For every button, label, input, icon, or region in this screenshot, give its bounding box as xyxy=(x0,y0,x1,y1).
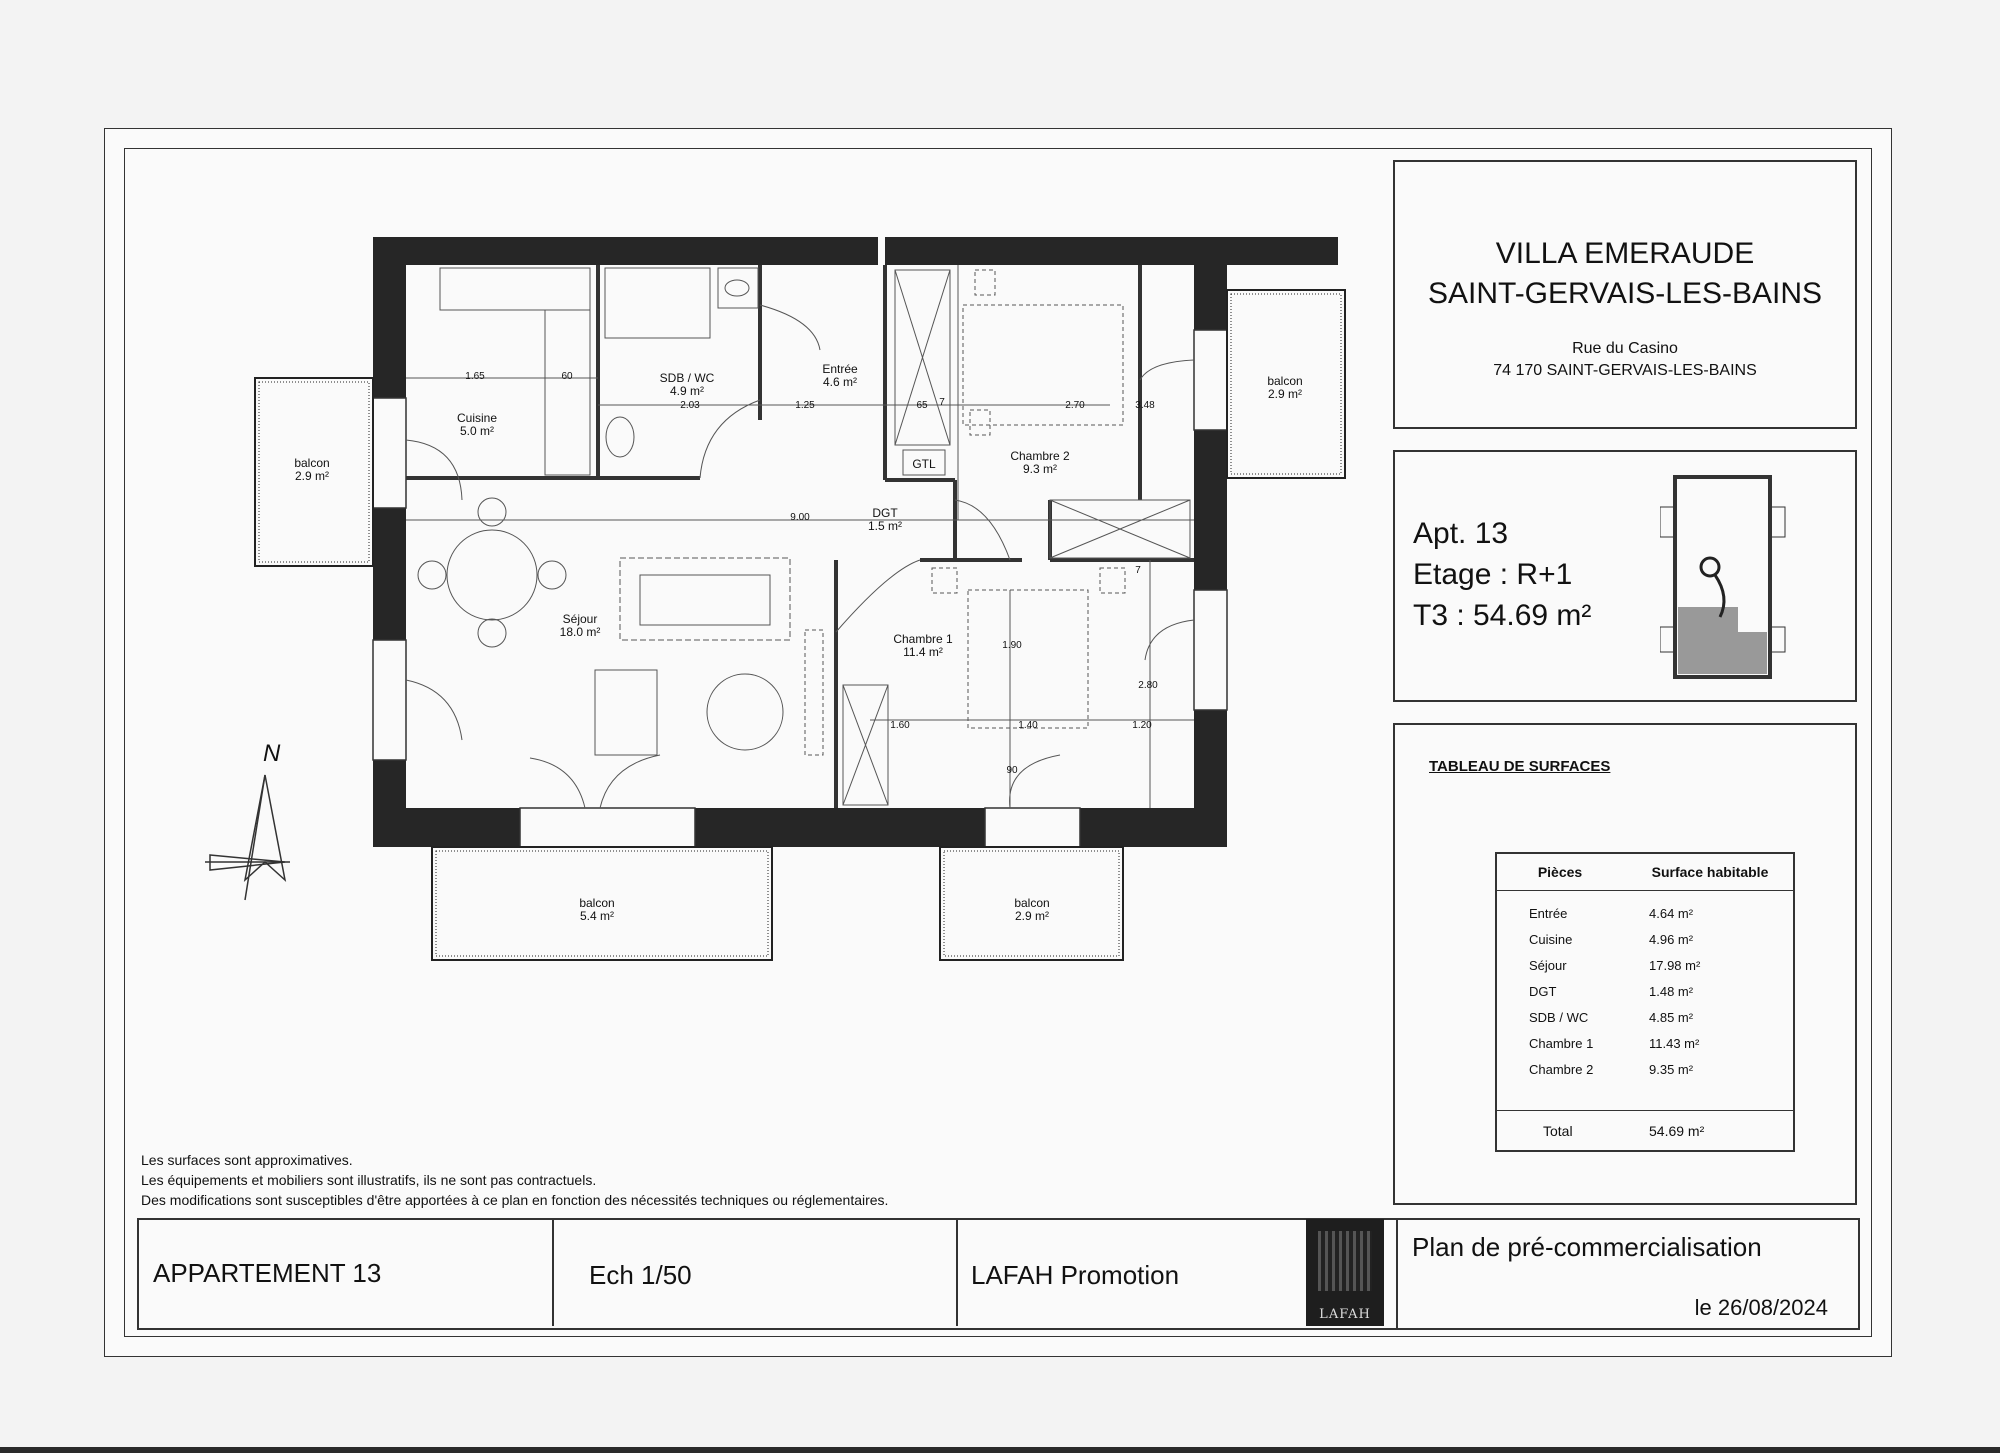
table-total-row xyxy=(1497,1110,1793,1149)
dimension-label: 1.65 xyxy=(465,371,485,382)
dimension-label: 2.03 xyxy=(680,400,700,411)
table-row xyxy=(1497,1010,1793,1036)
room-label-chambre1: Chambre 1 11.4 m² xyxy=(893,632,953,659)
plan-date: le 26/08/2024 xyxy=(1694,1295,1828,1320)
room-label-dgt: DGT 1.5 m² xyxy=(867,506,903,533)
room-label-sejour: Séjour 18.0 m² xyxy=(559,612,601,639)
footer-cell-scale xyxy=(554,1218,958,1326)
footer-scale: Ech 1/50 xyxy=(589,1260,692,1290)
note-line: Les équipements et mobiliers sont illustratifs, ils ne sont pas contractuels. xyxy=(141,1172,597,1188)
apt-floor: Etage : R+1 xyxy=(1413,558,1573,591)
room-label-sdb: SDB / WC 4.9 m² xyxy=(659,371,715,398)
dimension-label: 65 xyxy=(916,400,928,411)
footer-promoter: LAFAH Promotion xyxy=(971,1260,1180,1290)
project-title-box xyxy=(1393,160,1857,429)
row-area: 1.48 m² xyxy=(1649,984,1694,999)
footer-plan-box xyxy=(1396,1218,1860,1330)
col-header-room: Pièces xyxy=(1537,864,1583,880)
lafah-logo xyxy=(1306,1219,1384,1326)
row-area: 9.35 m² xyxy=(1649,1062,1694,1077)
plan-details xyxy=(406,265,1194,808)
key-plan-icon xyxy=(1660,467,1790,692)
project-postal: 74 170 SAINT-GERVAIS-LES-BAINS xyxy=(1493,362,1757,379)
disclaimer-notes xyxy=(141,1150,888,1210)
dimension-label: 9.00 xyxy=(790,512,810,523)
north-arrow-icon xyxy=(205,775,290,900)
row-area: 17.98 m² xyxy=(1649,958,1701,973)
north-label: N xyxy=(263,740,281,767)
logo-text: LAFAH xyxy=(1319,1307,1371,1322)
row-area: 11.43 m² xyxy=(1649,1036,1700,1051)
interior-walls xyxy=(406,265,1194,808)
dimension-label: 60 xyxy=(561,371,573,382)
dimension-label: 1.40 xyxy=(1018,720,1038,731)
row-room: DGT xyxy=(1529,984,1557,999)
dimension-label: 7 xyxy=(1135,565,1141,576)
dimension-label: 7 xyxy=(939,397,945,408)
room-label-entree: Entrée 4.6 m² xyxy=(822,362,858,389)
balcony-label-east: balcon 2.9 m² xyxy=(1267,374,1303,401)
table-row xyxy=(1497,932,1793,958)
table-header xyxy=(1497,854,1793,891)
table-row xyxy=(1497,958,1793,984)
balcony-label-west: balcon 2.9 m² xyxy=(294,456,330,483)
row-area: 4.96 m² xyxy=(1649,932,1694,947)
dimension-label: 1.90 xyxy=(1002,640,1022,651)
exterior-walls xyxy=(373,237,1338,847)
footer-apartment: APPARTEMENT 13 xyxy=(153,1258,382,1288)
col-header-area: Surface habitable xyxy=(1651,864,1769,880)
row-room: Séjour xyxy=(1529,958,1567,973)
dimension-label: 3.48 xyxy=(1135,400,1155,411)
scan-edge xyxy=(0,1447,2000,1453)
project-city: SAINT-GERVAIS-LES-BAINS xyxy=(1428,277,1822,310)
total-label: Total xyxy=(1543,1123,1573,1139)
table-row xyxy=(1497,984,1793,1010)
row-area: 4.64 m² xyxy=(1649,906,1694,921)
project-street: Rue du Casino xyxy=(1572,340,1678,357)
apt-type: T3 : 54.69 m² xyxy=(1413,599,1592,632)
room-label-gtl: GTL xyxy=(912,457,936,471)
apt-number: Apt. 13 xyxy=(1413,517,1509,550)
table-row xyxy=(1497,1036,1793,1062)
row-room: Chambre 2 xyxy=(1529,1062,1594,1077)
row-room: Chambre 1 xyxy=(1529,1036,1594,1051)
balconies xyxy=(255,290,1345,960)
surfaces-heading: TABLEAU DE SURFACES xyxy=(1429,758,1611,775)
total-value: 54.69 m² xyxy=(1649,1123,1705,1139)
logo-emblem xyxy=(1318,1231,1372,1291)
row-room: Cuisine xyxy=(1529,932,1573,947)
plan-type: Plan de pré-commercialisation xyxy=(1412,1232,1762,1262)
table-row xyxy=(1497,906,1793,932)
dimension-label: 1.25 xyxy=(795,400,815,411)
balcony-label-south-right: balcon 2.9 m² xyxy=(1014,896,1050,923)
row-room: SDB / WC xyxy=(1529,1010,1589,1025)
note-line: Les surfaces sont approximatives. xyxy=(141,1152,353,1168)
surfaces-panel xyxy=(1393,723,1857,1205)
footer-cell-apartment xyxy=(137,1218,554,1326)
dimension-label: 1.20 xyxy=(1132,720,1152,731)
surfaces-table xyxy=(1495,852,1795,1152)
dimension-label: 1.60 xyxy=(890,720,910,731)
note-line: Des modifications sont susceptibles d'être apportées à ce plan en fonction des nécessités techniques ou réglementaires. xyxy=(141,1192,889,1208)
row-room: Entrée xyxy=(1529,906,1568,921)
room-label-cuisine: Cuisine 5.0 m² xyxy=(456,411,498,438)
footer-cell-promoter xyxy=(958,1218,1308,1326)
apartment-info-box xyxy=(1393,450,1857,702)
dimension-label: 2.80 xyxy=(1138,680,1158,691)
row-area: 4.85 m² xyxy=(1649,1010,1694,1025)
dimension-label: 2.70 xyxy=(1065,400,1085,411)
project-name: VILLA EMERAUDE xyxy=(1495,237,1755,270)
dimension-label: 90 xyxy=(1006,765,1018,776)
room-label-chambre2: Chambre 2 9.3 m² xyxy=(1010,449,1070,476)
table-row xyxy=(1497,1062,1793,1088)
balcony-label-south-left: balcon 5.4 m² xyxy=(579,896,615,923)
